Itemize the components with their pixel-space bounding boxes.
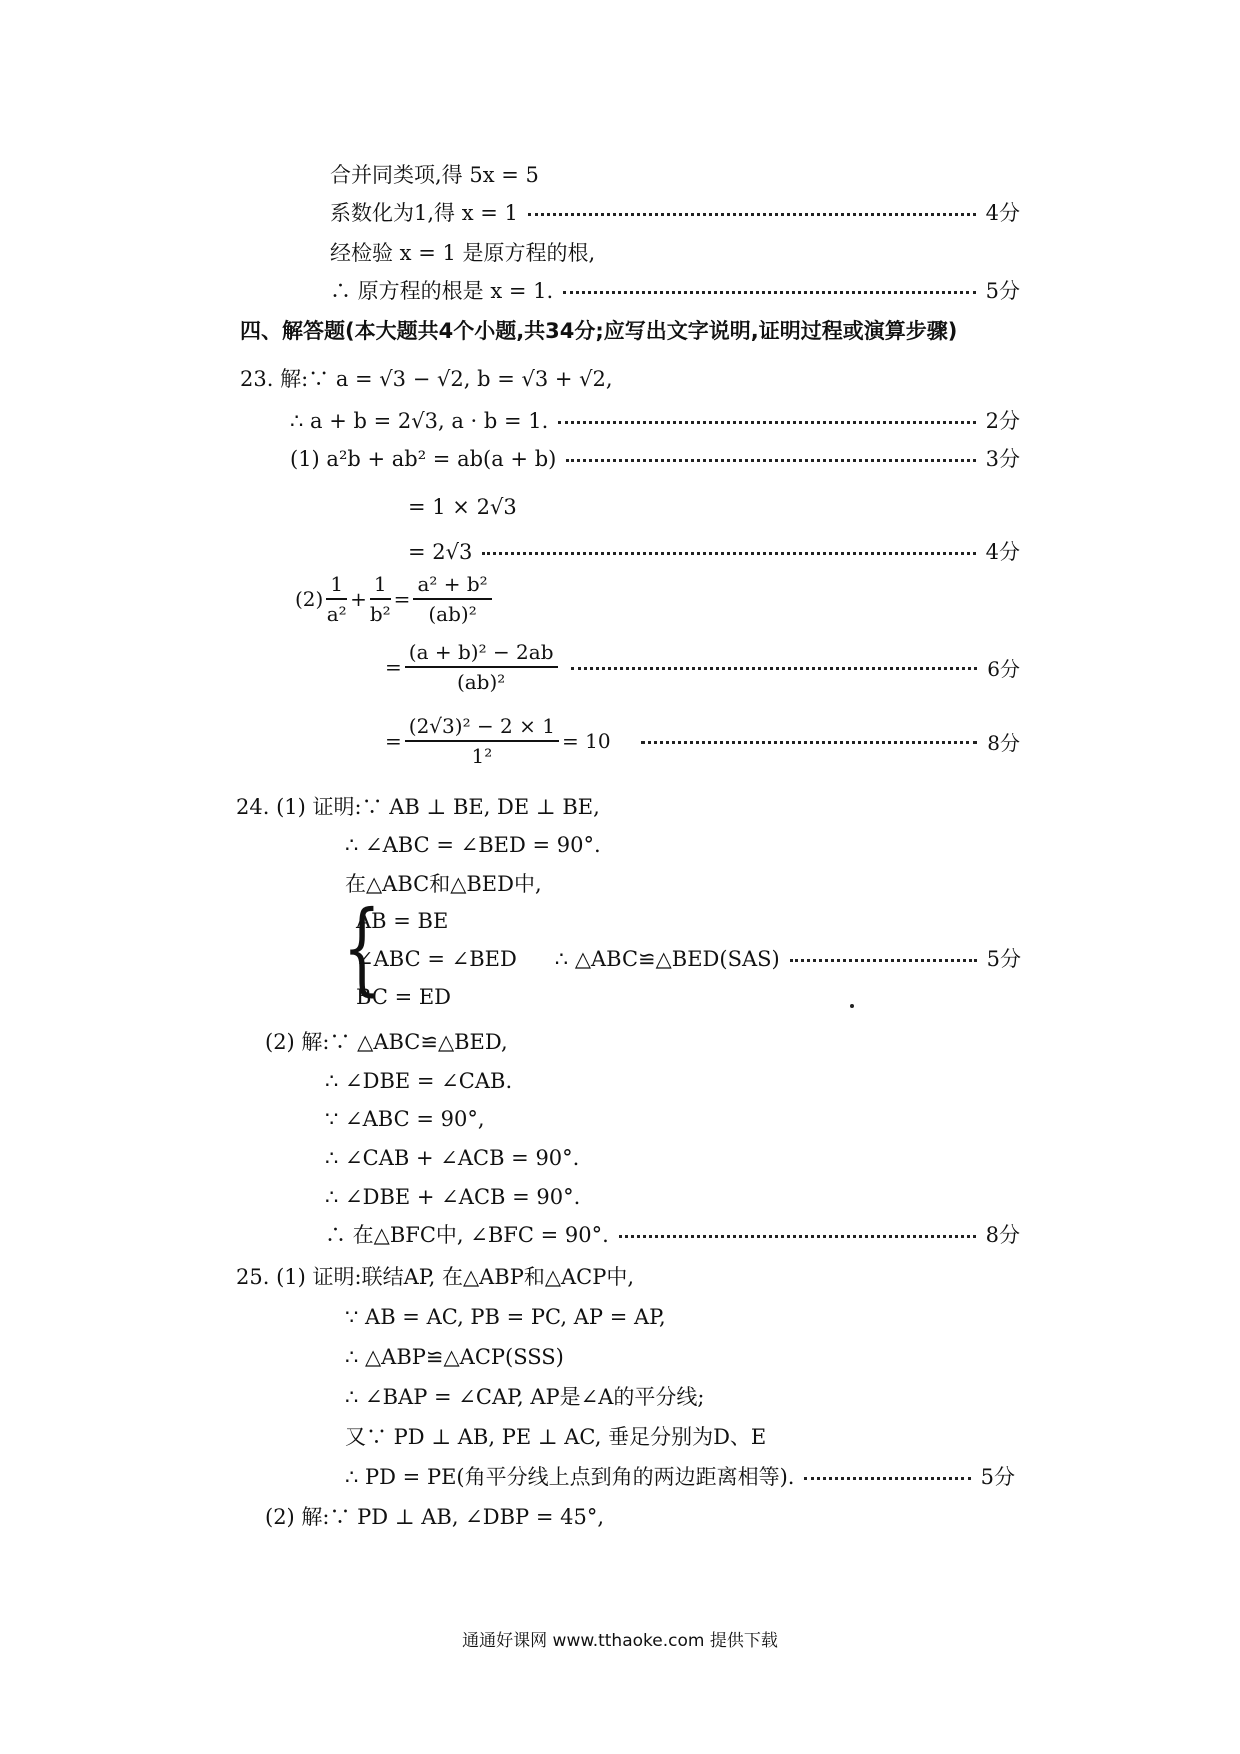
fraction-expression: = $\frac{\text{(2√3)² − 2 × 1}}{\text{1²}}$ = 10 8分: [385, 714, 1020, 768]
dot-leader: [571, 665, 978, 670]
text-line: 24. (1) 证明:∵ AB ⊥ BE, DE ⊥ BE,: [236, 795, 600, 819]
score: 8分: [985, 1223, 1020, 1247]
section-heading: 四、解答题(本大题共4个小题,共34分;应写出文字说明,证明过程或演算步骤): [240, 319, 958, 343]
text-line: ∵ ∠ABC = 90°,: [325, 1107, 485, 1131]
score: 5分: [980, 1465, 1015, 1489]
text-line: ∴ △ABP≌△ACP(SSS): [345, 1345, 564, 1369]
scored-line: 系数化为1,得 x = 1 4分: [330, 196, 1020, 230]
score: 5分: [986, 947, 1021, 971]
text-line: (2) 解:∵ △ABC≌△BED,: [265, 1030, 508, 1054]
fraction-expression: (2) $\frac{1}{\text{a²}}$ + $\frac{1}{\text{b²}}$ = $\frac{\text{a² + b²}}{\text{(ab)²}}$: [295, 572, 495, 626]
fraction: $\frac{\text{a² + b²}}{\text{(ab)²}}$: [413, 572, 491, 626]
score: 5分: [985, 279, 1020, 303]
fraction: $\frac{1}{\text{a²}}$: [326, 572, 347, 626]
text-line: 又∵ PD ⊥ AB, PE ⊥ AC, 垂足分别为D、E: [345, 1425, 767, 1449]
dot-leader: [804, 1475, 970, 1480]
dot-leader: [619, 1233, 976, 1238]
dot-leader: [558, 419, 975, 424]
scored-line: = 2√3 4分: [408, 535, 1020, 569]
scored-line: ∠ABC = ∠BED ∴ △ABC≌△BED(SAS) 5分: [356, 942, 1021, 976]
text-line: 在△ABC和△BED中,: [345, 872, 542, 896]
scored-line: ∴ 原方程的根是 x = 1. 5分: [330, 274, 1020, 308]
dot-leader: [482, 550, 975, 555]
text-line: ∴ ∠CAB + ∠ACB = 90°.: [325, 1146, 580, 1170]
system-line: BC = ED: [356, 985, 452, 1009]
scored-line: ∴ a + b = 2√3, a · b = 1. 2分: [290, 404, 1020, 438]
dot-leader: [566, 457, 975, 462]
text-line: (2) 解:∵ PD ⊥ AB, ∠DBP = 45°,: [265, 1505, 605, 1529]
text-line: 经检验 x = 1 是原方程的根,: [330, 241, 596, 265]
footer-text: 通通好课网 www.tthaoke.com 提供下载: [462, 1631, 778, 1651]
fraction: $\frac{1}{\text{b²}}$: [369, 572, 391, 626]
scored-line: ∴ PD = PE(角平分线上点到角的两边距离相等). 5分: [345, 1460, 1015, 1494]
score: 4分: [985, 201, 1020, 225]
score: 6分: [987, 656, 1020, 681]
scored-line: (1) a²b + ab² = ab(a + b) 3分: [290, 442, 1020, 476]
dot-leader: [641, 739, 978, 744]
dot-leader: [790, 957, 977, 962]
scan-speck: [850, 1004, 854, 1008]
text-line: = 1 × 2√3: [408, 495, 517, 519]
text-line: ∴ ∠BAP = ∠CAP, AP是∠A的平分线;: [345, 1385, 705, 1409]
text-line: ∴ ∠ABC = ∠BED = 90°.: [345, 833, 601, 857]
text-line: 23. 解:∵ a = √3 − √2, b = √3 + √2,: [240, 367, 613, 391]
text-line: ∵ AB = AC, PB = PC, AP = AP,: [345, 1305, 666, 1329]
scored-line: ∴ 在△BFC中, ∠BFC = 90°. 8分: [325, 1218, 1020, 1252]
fraction: $\frac{\text{(2√3)² − 2 × 1}}{\text{1²}}$: [405, 714, 559, 768]
dot-leader: [528, 211, 976, 216]
system-line: AB = BE: [356, 909, 449, 933]
score: 3分: [985, 447, 1020, 471]
score: 2分: [985, 409, 1020, 433]
dot-leader: [563, 289, 975, 294]
brace-symbol: {: [342, 889, 381, 1006]
text-line: ∴ ∠DBE = ∠CAB.: [325, 1069, 513, 1093]
score: 4分: [985, 540, 1020, 564]
text-line: 25. (1) 证明:联结AP, 在△ABP和△ACP中,: [236, 1265, 635, 1289]
fraction: $\frac{\text{(a + b)² − 2ab}}{\text{(ab)²}}$: [405, 640, 558, 694]
text-line: 合并同类项,得 5x = 5: [330, 163, 539, 187]
fraction-expression: = $\frac{\text{(a + b)² − 2ab}}{\text{(ab)²}}$ 6分: [385, 640, 1020, 694]
score: 8分: [987, 730, 1020, 755]
text-line: ∴ ∠DBE + ∠ACB = 90°.: [325, 1185, 581, 1209]
